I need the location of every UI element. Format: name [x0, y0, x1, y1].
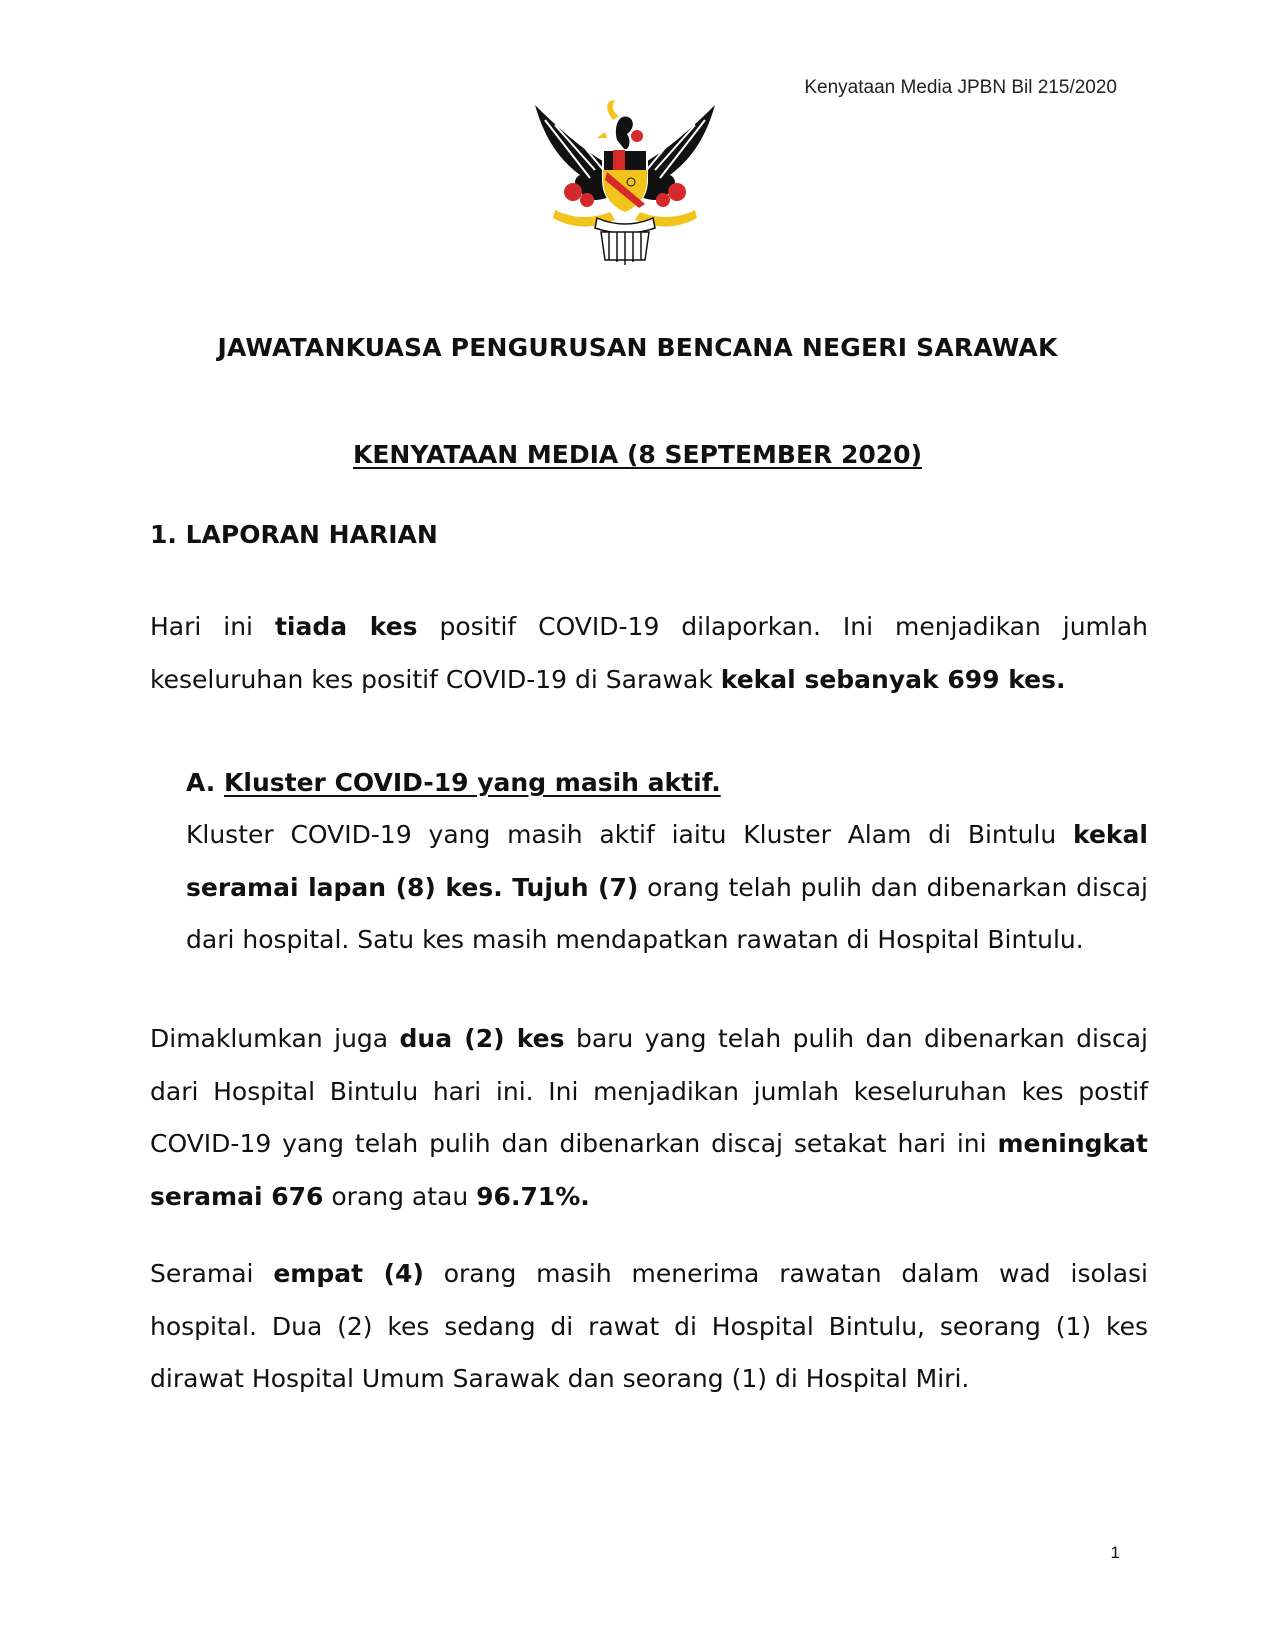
subsection-heading: A. Kluster COVID-19 yang masih aktif. [186, 768, 721, 797]
sarawak-coat-of-arms-icon [535, 100, 715, 275]
paragraph-in-treatment: Seramai empat (4) orang masih menerima rawatan dalam wad isolasi hospital. Dua (2) kes sedang di rawat di Hospital Bintulu, seorang (1) kes dirawat Hospital Umum Sarawak dan seorang (1) di Hospital Miri. [150, 1259, 1149, 1393]
document-title: KENYATAAN MEDIA (8 SEPTEMBER 2020) [352, 440, 923, 469]
section-heading: 1. LAPORAN HARIAN [150, 520, 438, 549]
paragraph-active-cluster: Kluster COVID-19 yang masih aktif iaitu Kluster Alam di Bintulu kekal seramai lapan (8) kes. Tujuh (7) orang telah pulih dan dibenarkan discaj dari hospital. Satu kes masih mendapatkan rawatan di Hospital Bintulu. [186, 820, 1148, 954]
paragraph-daily-report: Hari ini tiada kes positif COVID-19 dilaporkan. Ini menjadikan jumlah keseluruhan kes positif COVID-19 di Sarawak kekal sebanyak 699 kes. [150, 612, 1149, 694]
organisation-title: JAWATANKUASA PENGURUSAN BENCANA NEGERI SARAWAK [217, 333, 1058, 362]
paragraph-recovered: Dimaklumkan juga dua (2) kes baru yang telah pulih dan dibenarkan discaj dari Hospital Bintulu hari ini. Ini menjadikan jumlah keseluruhan kes postif COVID-19 yang telah pulih dan dibenarkan discaj setakat hari ini meningkat seramai 676 orang atau 96.71%. [150, 1024, 1148, 1211]
page-number: 1 [1110, 1543, 1120, 1562]
document-reference: Kenyataan Media JPBN Bil 215/2020 [804, 77, 1117, 98]
